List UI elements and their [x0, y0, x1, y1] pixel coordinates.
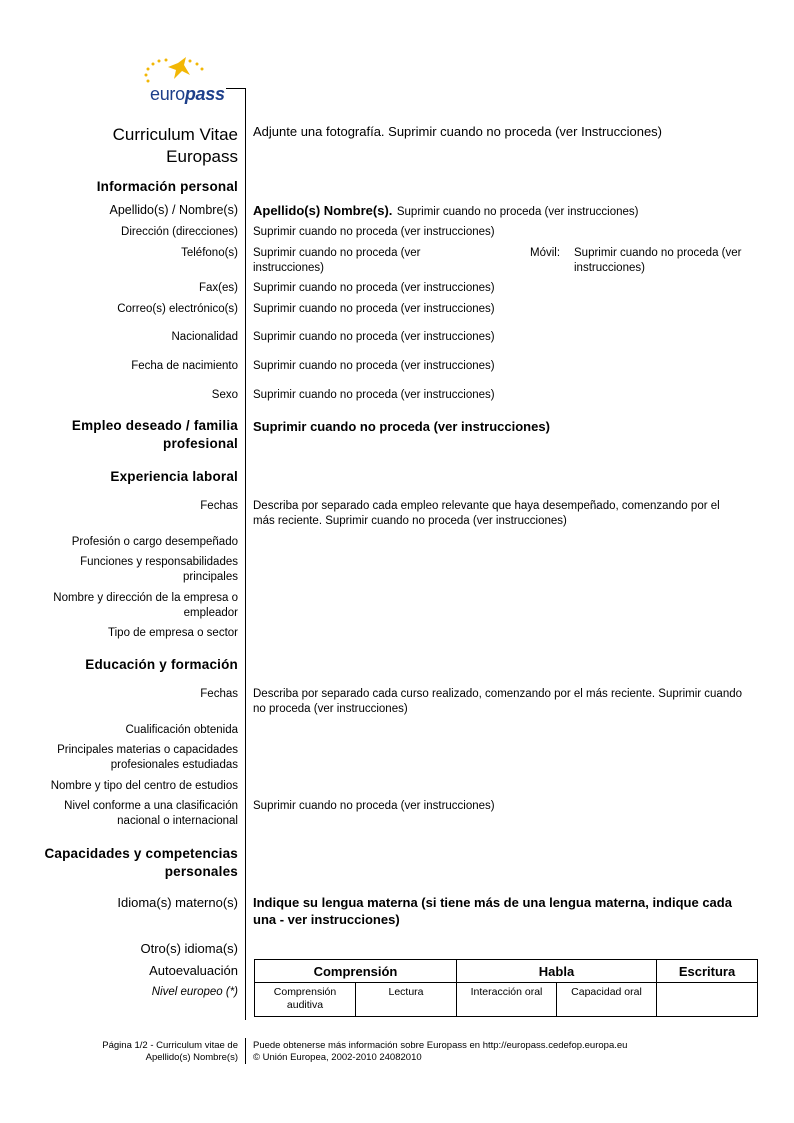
edu-qualification-label: Cualificación obtenida — [125, 724, 238, 736]
photo-note: Adjunte una fotografía. Suprimir cuando no proceda (ver Instrucciones) — [253, 124, 663, 139]
phone-value: Suprimir cuando no proceda (ver instrucciones) — [253, 247, 421, 274]
exp-dates-value: Describa por separado cada empleo relevante que haya desempeñado, comenzando por el más reciente. Suprimir cuando no proceda (ver instrucciones) — [253, 500, 720, 527]
section-experience-heading: Experiencia laboral — [110, 469, 238, 484]
self-assessment-label: Autoevaluación — [149, 963, 238, 978]
fax-value: Suprimir cuando no proceda (ver instrucciones) — [253, 282, 495, 294]
other-languages-label: Otro(s) idioma(s) — [140, 941, 238, 956]
edu-dates-label: Fechas — [200, 688, 238, 700]
header-comprehension: Comprensión — [255, 960, 457, 983]
nationality-value: Suprimir cuando no proceda (ver instrucciones) — [253, 331, 495, 343]
subheader-production: Capacidad oral — [557, 983, 657, 1017]
exp-duties-label: Funciones y responsabilidades principales — [80, 556, 238, 583]
section-personal-heading: Información personal — [96, 179, 238, 194]
edu-level-value: Suprimir cuando no proceda (ver instrucciones) — [253, 800, 495, 812]
subheader-interaction: Interacción oral — [457, 983, 557, 1017]
desired-value: Suprimir cuando no proceda (ver instrucciones) — [253, 419, 550, 434]
exp-sector-label: Tipo de empresa o sector — [108, 627, 238, 639]
edu-dates-value: Describa por separado cada curso realizado, comenzando por el más reciente. Suprimir cuando no proceda (ver instrucciones) — [253, 688, 743, 715]
mobile-label: Móvil: — [530, 247, 561, 259]
sex-label: Sexo — [211, 389, 238, 401]
subheader-reading: Lectura — [356, 983, 457, 1017]
mother-tongue-value: Indique su lengua materna (si tiene más de una lengua materna, indique cada una - ver instrucciones) — [253, 895, 732, 927]
subheader-writing — [657, 983, 758, 1017]
footer-left: Página 1/2 - Curriculum vitae de Apellido(s) Nombre(s) — [102, 1040, 238, 1063]
address-value: Suprimir cuando no proceda (ver instrucciones) — [253, 226, 495, 238]
page-title: Curriculum Vitae Europass — [112, 125, 238, 166]
language-table — [254, 959, 758, 1017]
exp-dates-label: Fechas — [200, 500, 238, 512]
logo-wordmark: europass — [150, 84, 225, 104]
address-label: Dirección (direcciones) — [121, 226, 238, 238]
header-speaking: Habla — [457, 960, 657, 983]
footer-right: Puede obtenerse más información sobre Europass en http://europass.cedefop.europa.eu © Unión Europea, 2002-2010 24082010 — [253, 1040, 628, 1063]
column-divider — [245, 88, 246, 1020]
section-education-heading: Educación y formación — [85, 657, 238, 672]
mobile-value: Suprimir cuando no proceda (ver instrucciones) — [574, 247, 742, 274]
section-desired-heading: Empleo deseado / familia profesional — [71, 418, 238, 451]
edu-org-label: Nombre y tipo del centro de estudios — [50, 780, 238, 792]
birth-value: Suprimir cuando no proceda (ver instrucciones) — [253, 360, 495, 372]
exp-position-label: Profesión o cargo desempeñado — [71, 536, 238, 548]
header-writing: Escritura — [657, 960, 758, 983]
divider-top-tick — [226, 88, 246, 89]
nationality-label: Nacionalidad — [171, 331, 238, 343]
exp-employer-label: Nombre y dirección de la empresa o empleador — [53, 592, 238, 619]
email-value: Suprimir cuando no proceda (ver instrucciones) — [253, 303, 495, 315]
birth-label: Fecha de nacimiento — [131, 360, 238, 372]
edu-subjects-label: Principales materias o capacidades profesionales estudiadas — [57, 744, 238, 771]
fax-label: Fax(es) — [199, 282, 238, 294]
section-skills-heading: Capacidades y competencias personales — [44, 846, 238, 879]
phone-label: Teléfono(s) — [181, 247, 238, 259]
european-level-label: Nivel europeo (*) — [151, 986, 238, 998]
name-label: Apellido(s) / Nombre(s) — [109, 203, 238, 217]
edu-level-label: Nivel conforme a una clasificación nacional o internacional — [64, 800, 238, 827]
subheader-listening: Comprensión auditiva — [255, 983, 356, 1017]
mother-tongue-label: Idioma(s) materno(s) — [117, 895, 238, 910]
email-label: Correo(s) electrónico(s) — [117, 303, 238, 315]
name-value: Apellido(s) Nombre(s). Suprimir cuando no proceda (ver instrucciones) — [253, 203, 639, 218]
footer-divider — [245, 1038, 246, 1064]
sex-value: Suprimir cuando no proceda (ver instrucciones) — [253, 389, 495, 401]
